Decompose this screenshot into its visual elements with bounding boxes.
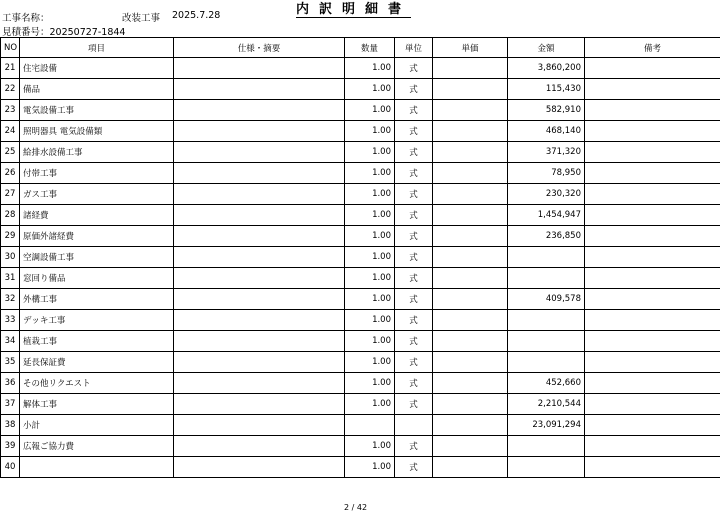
row-number: 32: [1, 289, 20, 310]
row-amount: 582,910: [508, 100, 585, 121]
table-row: [1, 58, 720, 79]
column-header-no: NO: [1, 38, 20, 58]
row-quantity: 1.00: [345, 58, 395, 79]
row-unit-price: [433, 415, 508, 436]
row-spec: [174, 268, 345, 289]
row-quantity: 1.00: [345, 226, 395, 247]
row-unit: 式: [395, 457, 433, 478]
row-note: [585, 457, 720, 478]
row-quantity: 1.00: [345, 100, 395, 121]
row-quantity: 1.00: [345, 163, 395, 184]
row-number: 30: [1, 247, 20, 268]
row-unit: 式: [395, 268, 433, 289]
row-unit: 式: [395, 436, 433, 457]
column-header-spec: 仕様・摘要: [174, 38, 345, 58]
row-unit-price: [433, 142, 508, 163]
row-amount: 78,950: [508, 163, 585, 184]
row-quantity: 1.00: [345, 184, 395, 205]
row-item: 給排水設備工事: [20, 142, 174, 163]
row-number: 25: [1, 142, 20, 163]
row-item: 延長保証費: [20, 352, 174, 373]
row-unit-price: [433, 394, 508, 415]
row-quantity: 1.00: [345, 310, 395, 331]
row-number: 24: [1, 121, 20, 142]
table-row: [1, 247, 720, 268]
row-unit: 式: [395, 163, 433, 184]
column-header-amount: 金額: [508, 38, 585, 58]
row-unit: 式: [395, 394, 433, 415]
row-unit: 式: [395, 226, 433, 247]
row-note: [585, 331, 720, 352]
row-amount: 23,091,294: [508, 415, 585, 436]
row-number: 21: [1, 58, 20, 79]
row-unit-price: [433, 58, 508, 79]
row-spec: [174, 100, 345, 121]
row-note: [585, 289, 720, 310]
row-spec: [174, 457, 345, 478]
column-header-note: 備考: [585, 38, 720, 58]
project-name-label: 工事名称：: [2, 10, 50, 24]
row-quantity: 1.00: [345, 331, 395, 352]
row-item: 付帯工事: [20, 163, 174, 184]
row-number: 23: [1, 100, 20, 121]
row-item: 備品: [20, 79, 174, 100]
page-number: 2 / 42: [344, 503, 367, 512]
row-item: 植栽工事: [20, 331, 174, 352]
row-quantity: 1.00: [345, 142, 395, 163]
table-row: [1, 100, 720, 121]
row-unit: 式: [395, 121, 433, 142]
table-row: [1, 394, 720, 415]
row-unit-price: [433, 247, 508, 268]
row-note: [585, 268, 720, 289]
row-unit-price: [433, 163, 508, 184]
row-unit: 式: [395, 100, 433, 121]
row-amount: 409,578: [508, 289, 585, 310]
row-amount: 468,140: [508, 121, 585, 142]
row-amount: [508, 352, 585, 373]
row-quantity: 1.00: [345, 205, 395, 226]
table-row: [1, 184, 720, 205]
row-number: 31: [1, 268, 20, 289]
row-number: 33: [1, 310, 20, 331]
row-quantity: 1.00: [345, 268, 395, 289]
row-unit-price: [433, 310, 508, 331]
table-row: [1, 226, 720, 247]
row-unit-price: [433, 226, 508, 247]
row-unit: 式: [395, 289, 433, 310]
row-unit: [395, 415, 433, 436]
row-unit: 式: [395, 247, 433, 268]
row-note: [585, 310, 720, 331]
row-note: [585, 142, 720, 163]
row-unit: 式: [395, 184, 433, 205]
row-amount: [508, 331, 585, 352]
row-quantity: 1.00: [345, 394, 395, 415]
row-quantity: 1.00: [345, 121, 395, 142]
estimate-number: 見積番号：20250727-1844: [2, 24, 125, 38]
row-number: 26: [1, 163, 20, 184]
table-row: [1, 373, 720, 394]
row-quantity: 1.00: [345, 457, 395, 478]
row-amount: 115,430: [508, 79, 585, 100]
row-quantity: 1.00: [345, 373, 395, 394]
row-unit-price: [433, 184, 508, 205]
row-unit: 式: [395, 352, 433, 373]
row-unit-price: [433, 373, 508, 394]
row-spec: [174, 352, 345, 373]
row-number: 39: [1, 436, 20, 457]
row-spec: [174, 79, 345, 100]
row-item: [20, 457, 174, 478]
row-unit: 式: [395, 310, 433, 331]
document-date: 2025.7.28: [172, 10, 220, 21]
row-unit-price: [433, 100, 508, 121]
row-amount: 236,850: [508, 226, 585, 247]
row-item: 諸経費: [20, 205, 174, 226]
row-note: [585, 58, 720, 79]
row-quantity: 1.00: [345, 289, 395, 310]
row-amount: [508, 310, 585, 331]
row-note: [585, 205, 720, 226]
row-amount: [508, 436, 585, 457]
row-note: [585, 184, 720, 205]
row-unit-price: [433, 352, 508, 373]
row-spec: [174, 331, 345, 352]
table-row: [1, 121, 720, 142]
row-unit: 式: [395, 205, 433, 226]
table-header-row: [1, 38, 720, 58]
row-spec: [174, 415, 345, 436]
row-spec: [174, 247, 345, 268]
row-number: 38: [1, 415, 20, 436]
row-quantity: [345, 415, 395, 436]
column-header-item: 項目: [20, 38, 174, 58]
row-item: 小計: [20, 415, 174, 436]
table-row: [1, 415, 720, 436]
row-unit-price: [433, 268, 508, 289]
row-amount: 371,320: [508, 142, 585, 163]
row-amount: [508, 268, 585, 289]
table-row: [1, 205, 720, 226]
table-row: [1, 310, 720, 331]
row-unit-price: [433, 457, 508, 478]
table-row: [1, 268, 720, 289]
row-spec: [174, 436, 345, 457]
row-amount: 1,454,947: [508, 205, 585, 226]
row-unit-price: [433, 79, 508, 100]
row-unit: 式: [395, 373, 433, 394]
row-quantity: 1.00: [345, 436, 395, 457]
column-header-quantity: 数量: [345, 38, 395, 58]
row-spec: [174, 394, 345, 415]
row-unit-price: [433, 121, 508, 142]
row-number: 40: [1, 457, 20, 478]
row-amount: 452,660: [508, 373, 585, 394]
row-unit: 式: [395, 79, 433, 100]
row-spec: [174, 205, 345, 226]
row-item: 広報ご協力費: [20, 436, 174, 457]
row-note: [585, 226, 720, 247]
row-number: 29: [1, 226, 20, 247]
row-item: その他リクエスト: [20, 373, 174, 394]
row-amount: 2,210,544: [508, 394, 585, 415]
table-row: [1, 457, 720, 478]
row-item: 照明器具 電気設備類: [20, 121, 174, 142]
row-note: [585, 436, 720, 457]
table-row: [1, 142, 720, 163]
row-item: 空調設備工事: [20, 247, 174, 268]
row-spec: [174, 373, 345, 394]
row-note: [585, 247, 720, 268]
row-spec: [174, 289, 345, 310]
row-number: 34: [1, 331, 20, 352]
row-spec: [174, 310, 345, 331]
row-number: 27: [1, 184, 20, 205]
row-item: 電気設備工事: [20, 100, 174, 121]
table-row: [1, 436, 720, 457]
row-note: [585, 394, 720, 415]
row-number: 36: [1, 373, 20, 394]
table-row: [1, 79, 720, 100]
row-item: 外構工事: [20, 289, 174, 310]
row-number: 28: [1, 205, 20, 226]
row-spec: [174, 58, 345, 79]
row-unit: 式: [395, 58, 433, 79]
row-spec: [174, 184, 345, 205]
row-number: 35: [1, 352, 20, 373]
table-row: [1, 331, 720, 352]
row-item: 住宅設備: [20, 58, 174, 79]
row-quantity: 1.00: [345, 247, 395, 268]
column-header-unit-price: 単価: [433, 38, 508, 58]
project-name: 改装工事: [122, 10, 160, 24]
row-item: 窓回り備品: [20, 268, 174, 289]
row-note: [585, 100, 720, 121]
row-amount: [508, 457, 585, 478]
row-unit: 式: [395, 331, 433, 352]
row-amount: 230,320: [508, 184, 585, 205]
row-spec: [174, 226, 345, 247]
row-unit-price: [433, 436, 508, 457]
row-item: 原価外諸経費: [20, 226, 174, 247]
row-note: [585, 415, 720, 436]
row-unit-price: [433, 331, 508, 352]
row-note: [585, 163, 720, 184]
table-row: [1, 352, 720, 373]
row-note: [585, 121, 720, 142]
row-item: 解体工事: [20, 394, 174, 415]
row-item: デッキ工事: [20, 310, 174, 331]
row-item: ガス工事: [20, 184, 174, 205]
row-quantity: 1.00: [345, 352, 395, 373]
row-spec: [174, 121, 345, 142]
row-number: 37: [1, 394, 20, 415]
row-note: [585, 79, 720, 100]
row-spec: [174, 142, 345, 163]
row-unit: 式: [395, 142, 433, 163]
table-row: [1, 163, 720, 184]
row-unit-price: [433, 205, 508, 226]
row-number: 22: [1, 79, 20, 100]
row-note: [585, 373, 720, 394]
document-title: 内訳明細書: [296, 2, 411, 18]
row-amount: [508, 247, 585, 268]
column-header-unit: 単位: [395, 38, 433, 58]
row-note: [585, 352, 720, 373]
row-amount: 3,860,200: [508, 58, 585, 79]
breakdown-table: [0, 37, 720, 478]
row-unit-price: [433, 289, 508, 310]
table-row: [1, 289, 720, 310]
row-quantity: 1.00: [345, 79, 395, 100]
row-spec: [174, 163, 345, 184]
